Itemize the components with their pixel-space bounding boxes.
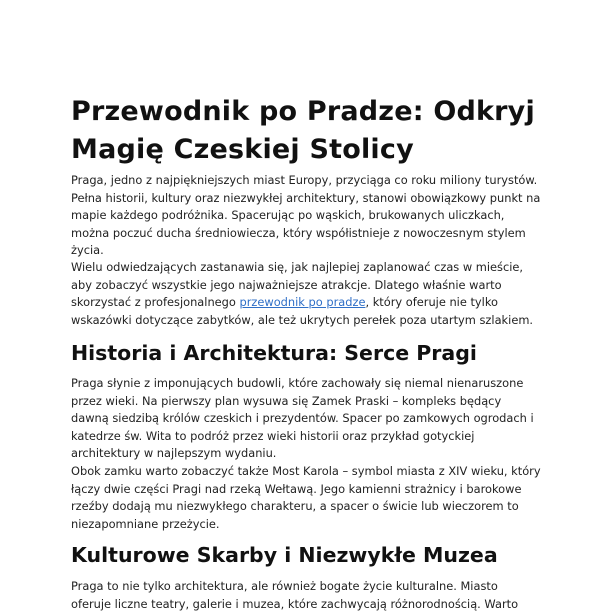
intro-paragraph-2 (71, 259, 541, 329)
intro-paragraph-2-text-before: Wielu odwiedzających zastanawia się, jak najlepiej zaplanować czas w mieście, aby zobaczyć wszystkie jego najważniejsze atrakcje. Dlatego właśnie warto skorzystać z profesjonalnego (71, 260, 524, 310)
history-paragraph-1: Praga słynie z imponujących budowli, które zachowały się niemal nienaruszone przez wieki. Na pierwszy plan wysuwa się Zamek Praski – kompleks będący dawną siedzibą królów czeskich i prezydentów. Spacer po zamkowych ogrodach i katedrze św. Wita to podróż przez wieki historii oraz przykład gotyckiej architektury w najlepszym wydaniu. (71, 376, 534, 461)
culture-paragraph-1: Praga to nie tylko architektura, ale również bogate życie kulturalne. Miasto oferuje liczne teatry, galerie i muzea, które zachwycają różnorodnością. Warto (71, 579, 519, 611)
page-title: Przewodnik po Pradze: Odkryj Magię Czeskiej Stolicy (71, 96, 535, 165)
history-paragraph-2: Obok zamku warto zobaczyć także Most Karola – symbol miasta z XIV wieku, który łączy dwie części Pragi nad rzeką Wełtawą. Jego kamienni strażnicy i barokowe rzeźby dodają mu niezwykłego charakteru, a spacer o świcie lub wieczorem to niezapomniane przeżycie. (71, 464, 541, 531)
prague-guide-link[interactable]: przewodnik po pradze (239, 295, 366, 310)
section-heading-culture: Kulturowe Skarby i Niezwykłe Muzea (71, 543, 498, 567)
intro-paragraph-2-text-after: , który oferuje nie tylko wskazówki dotyczące zabytków, ale też ukrytych perełek poza utartym szlakiem. (71, 295, 534, 327)
section-heading-history: Historia i Architektura: Serce Pragi (71, 341, 477, 365)
intro-paragraph-1: Praga, jedno z najpiękniejszych miast Europy, przyciąga co roku miliony turystów. Pełna historii, kultury oraz niezwykłej architektury, stanowi obowiązkowy punkt na mapie każdego podróżnika. Spacerując po wąskich, brukowanych uliczkach, można poczuć ducha średniowiecza, który współistnieje z nowoczesnym stylem życia. (71, 173, 541, 258)
